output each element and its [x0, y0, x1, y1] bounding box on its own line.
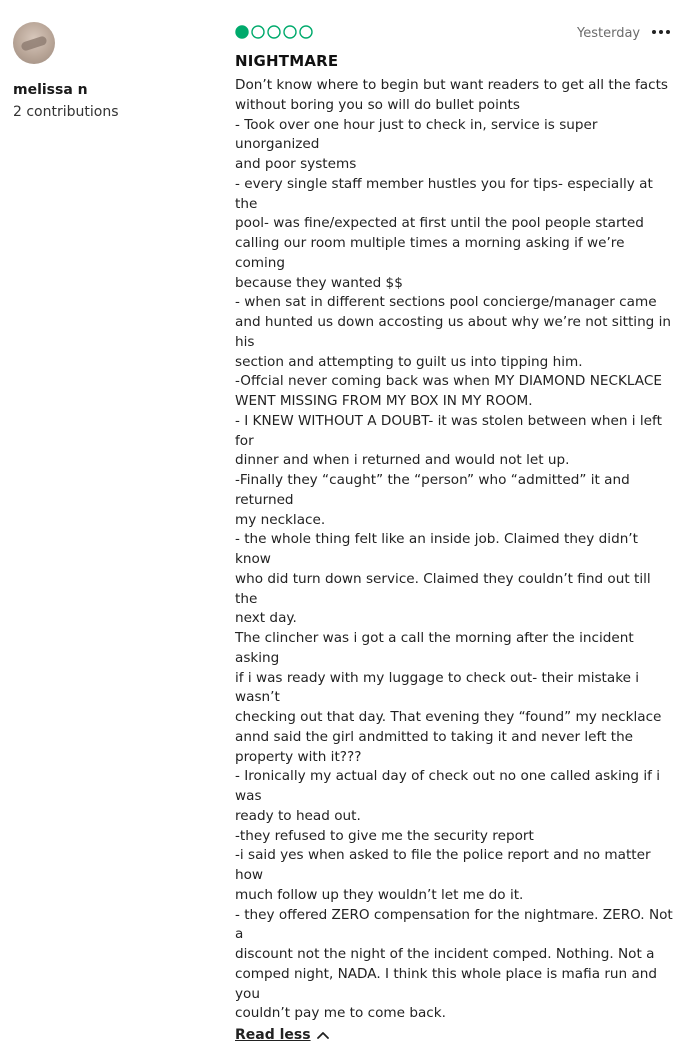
more-options-icon[interactable]	[650, 22, 672, 42]
empty-bubble-icon	[267, 25, 281, 39]
empty-bubble-icon	[283, 25, 297, 39]
reviewer-profile	[13, 22, 213, 120]
chevron-up-icon	[317, 1031, 329, 1039]
review-body: Don’t know where to begin but want readers to get all the facts without boring you so will do bullet points - Took over one hour just to check in, service is super unorganized and poor systems - every single staff member hustles you for tips- especially at the pool- was fine/expected at first until the pool people started calling our room multiple times a morning asking if we’re coming because they wanted $$ - when sat in different sections pool concierge/manager came and hunted us down accosting us about why we’re not sitting in his section and attempting to guilt us into tipping him. -Offcial never coming back was when MY DIAMOND NECKLACE WENT MISSING FROM MY BOX IN MY ROOM. - I KNEW WITHOUT A DOUBT- it was stolen between when i left for dinner and when i returned and would not let up. -Finally they “caught” the “person” who “admitted” it and returned my necklace. - the whole thing felt like an inside job. Claimed they didn’t know who did turn down service. Claimed they couldn’t find out till the next day. The clincher was i got a call the morning after the incident asking if i was ready with my luggage to check out- their mistake i wasn’t checking out that day. That evening they “found” my necklace annd said the girl andmitted to taking it and never left the property with it??? - Ironically my actual day of check out no one called asking if i was ready to head out. -they refused to give me the security report -i said yes when asked to file the police report and no matter how much follow up they wouldn’t let me do it. - they offered ZERO compensation for the nightmare. ZERO. Not a discount not the night of the incident comped. Nothing. Not a comped night, NADA. I think this whole place is mafia run and you couldn’t pay me to come back.	[235, 77, 673, 1022]
read-less-button[interactable]	[235, 1027, 329, 1043]
review-title: NIGHTMARE	[235, 52, 339, 70]
review-date: Yesterday	[577, 26, 641, 41]
empty-bubble-icon	[299, 25, 313, 39]
avatar[interactable]	[13, 22, 55, 64]
filled-bubble-icon	[235, 25, 249, 39]
read-less-label: Read less	[235, 1027, 311, 1043]
reviewer-name[interactable]: melissa n	[13, 82, 88, 98]
empty-bubble-icon	[251, 25, 265, 39]
review-card	[235, 22, 675, 1043]
contributions-count: 2 contributions	[13, 104, 119, 120]
